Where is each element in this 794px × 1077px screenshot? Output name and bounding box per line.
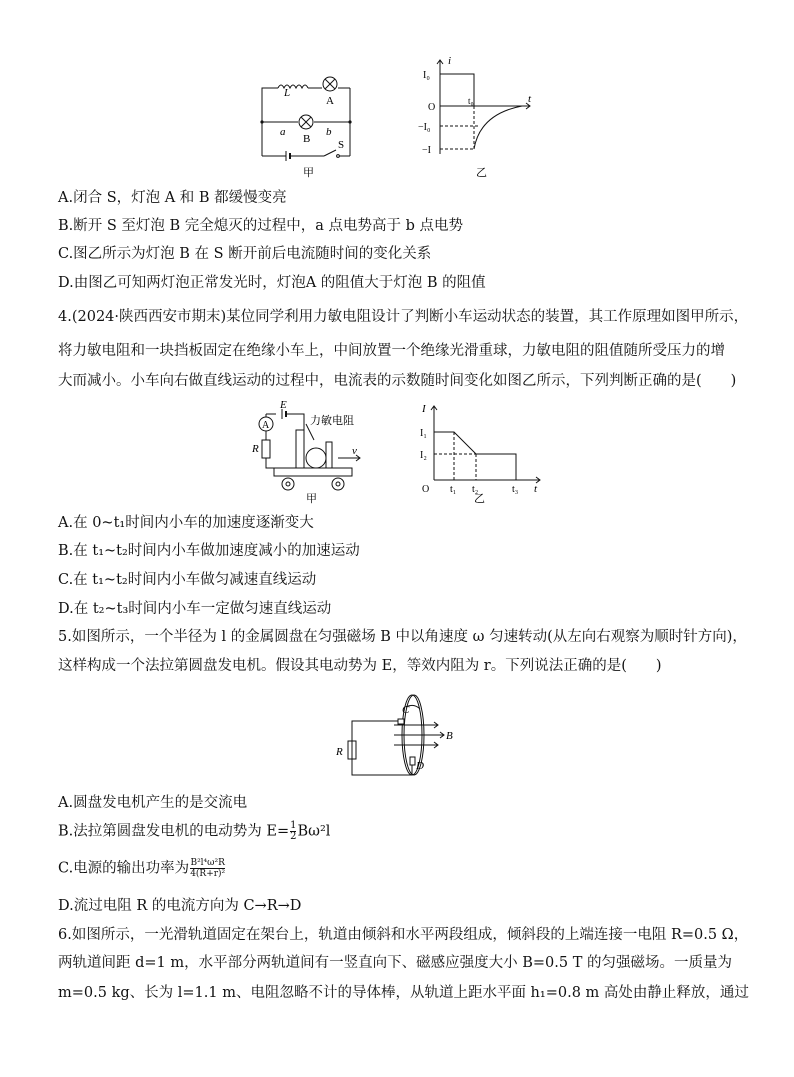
q4-option-d: D.在 t₂~t₃时间内小车一定做匀速直线运动	[58, 601, 332, 617]
label-v: v	[352, 445, 357, 457]
label-r: R	[252, 443, 259, 455]
q3-option-b: B.断开 S 至灯泡 B 完全熄灭的过程中，a 点电势高于 b 点电势	[58, 218, 464, 234]
origin-o-q4: O	[422, 484, 430, 495]
tick-i2: I₂	[420, 450, 427, 461]
label-force-resistor: 力敏电阻	[310, 415, 354, 427]
q4-stem-line3: 大而减小。小车向右做直线运动的过程中，电流表的示数随时间变化如图乙所示，下列判断正确的是( )	[58, 373, 737, 389]
figure-faraday-disc	[336, 685, 466, 790]
label-b: B	[303, 133, 311, 145]
q5-option-c-prefix: C.电源的输出功率为	[58, 860, 190, 877]
caption-q4-yi: 乙	[474, 493, 485, 505]
label-e: E	[280, 400, 287, 411]
tick-t3: t₃	[512, 484, 519, 495]
axis-i-q4: I	[422, 403, 426, 415]
label-r-q5: R	[336, 746, 343, 758]
q5-option-d: D.流过电阻 R 的电流方向为 C→R→D	[58, 898, 302, 914]
q3-option-d: D.由图乙可知两灯泡正常发光时，灯泡A 的阻值大于灯泡 B 的阻值	[58, 275, 486, 291]
axis-t-q4: t	[534, 483, 538, 495]
q5-option-b-den: 2	[290, 831, 297, 842]
label-b-field: B	[446, 730, 453, 742]
q4-stem-line1: 4.(2024·陕西西安市期末)某位同学利用力敏电阻设计了判断小车运动状态的装置，其工作原理如图甲所示，	[58, 309, 749, 325]
axis-t: t	[528, 93, 532, 105]
tick-i0: I₀	[423, 70, 430, 81]
q5-option-c-den: 4(R+r)²	[190, 869, 226, 879]
q4-stem-line2: 将力敏电阻和一块挡板固定在绝缘小车上，中间放置一个绝缘光滑重球，力敏电阻的阻值随所受压力的增	[58, 343, 725, 359]
label-c: C	[402, 704, 410, 716]
q3-option-c: C.图乙所示为灯泡 B 在 S 断开前后电流随时间的变化关系	[58, 246, 432, 262]
caption-jia: 甲	[303, 167, 314, 179]
q5-option-c	[58, 858, 225, 879]
q6-stem-line2: 两轨道间距 d=1 m，水平部分两轨道间有一竖直向下、磁感应强度大小 B=0.5 T 的匀强磁场。一质量为	[58, 955, 732, 971]
figure-current-graph-yi	[418, 400, 546, 505]
label-switch-s: S	[338, 139, 345, 151]
lamp-a-icon	[323, 77, 337, 91]
tick-t1: t₁	[450, 484, 457, 495]
caption-q4-jia: 甲	[306, 493, 317, 505]
axis-i: i	[448, 55, 452, 67]
q4-option-b: B.在 t₁~t₂时间内小车做加速度减小的加速运动	[58, 543, 360, 559]
tick-neg-i: −I	[422, 145, 431, 156]
label-ammeter-a: A	[262, 420, 270, 431]
lamp-b-icon	[299, 115, 313, 129]
caption-yi: 乙	[476, 167, 487, 179]
q5-option-b-suffix: Bω²l	[297, 823, 331, 840]
figure-graph-yi	[418, 54, 538, 180]
label-d: D	[416, 760, 424, 772]
label-point-b: b	[326, 126, 332, 138]
tick-i1: I₁	[420, 428, 427, 439]
figure-circuit-jia	[248, 62, 368, 180]
origin-o: O	[428, 102, 436, 113]
q5-option-b-prefix: B.法拉第圆盘发电机的电动势为 E=	[58, 823, 290, 840]
tick-neg-i0: −I₀	[418, 122, 431, 133]
q4-option-c: C.在 t₁~t₂时间内小车做匀减速直线运动	[58, 572, 317, 588]
label-point-a: a	[280, 126, 286, 138]
figure-cart-jia	[252, 400, 372, 505]
q5-option-b-num: 1	[290, 820, 297, 831]
q3-option-a: A.闭合 S，灯泡 A 和 B 都缓慢变亮	[58, 190, 287, 206]
q5-option-b	[58, 821, 330, 842]
q5-stem-line1: 5.如图所示，一个半径为 l 的金属圆盘在匀强磁场 B 中以角速度 ω 匀速转动(从左向右观察为顺时针方向)，	[58, 629, 747, 645]
q6-stem-line3: m=0.5 kg、长为 l=1.1 m、电阻忽略不计的导体棒，从轨道上距水平面 h₁=0.8 m 高处由静止释放，通过	[58, 985, 749, 1001]
label-l: L	[284, 87, 291, 99]
q5-stem-line2: 这样构成一个法拉第圆盘发电机。假设其电动势为 E，等效内阻为 r。下列说法正确的是( )	[58, 658, 662, 674]
q4-option-a: A.在 0~t₁时间内小车的加速度逐渐变大	[58, 515, 314, 531]
label-a: A	[326, 95, 334, 107]
tick-t0: t₀	[468, 96, 474, 106]
q5-option-a: A.圆盘发电机产生的是交流电	[58, 795, 248, 811]
q5-option-c-num: B²l⁴ω²R	[190, 858, 225, 868]
q6-stem-line1: 6.如图所示，一光滑轨道固定在架台上，轨道由倾斜和水平两段组成，倾斜段的上端连接一电阻 R=0.5 Ω，	[58, 927, 749, 943]
tick-t2: t₂	[472, 484, 479, 495]
